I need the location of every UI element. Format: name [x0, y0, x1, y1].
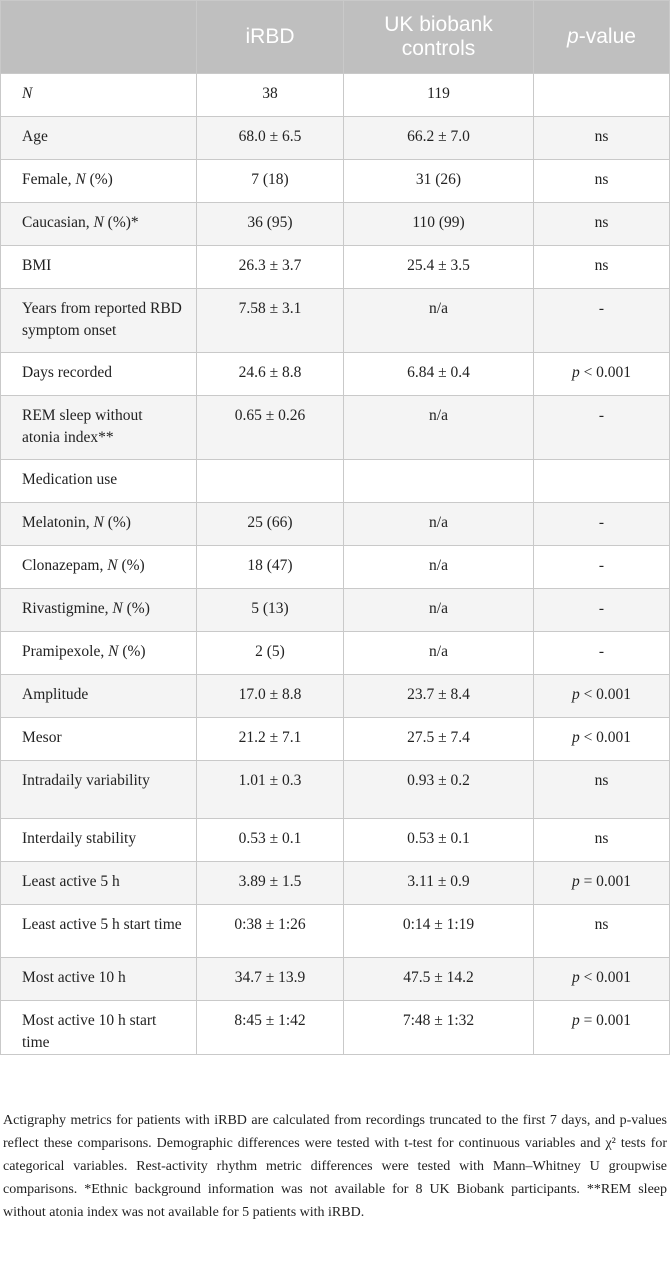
p-value-part: p — [571, 729, 580, 746]
controls-value: 110 (99) — [344, 203, 534, 246]
row-label-text: Days recorded — [22, 364, 112, 381]
row-label — [1, 1001, 197, 1055]
header-irbd: iRBD — [197, 1, 344, 74]
p-value: ns — [534, 905, 670, 958]
p-value-part: < 0.001 — [579, 969, 632, 986]
table-row — [1, 503, 670, 546]
controls-value: 47.5 ± 14.2 — [344, 958, 534, 1001]
row-label-part: (%) — [122, 600, 150, 617]
table-row — [1, 246, 670, 289]
controls-value: n/a — [344, 589, 534, 632]
table-row — [1, 460, 670, 503]
p-value: - — [534, 546, 670, 589]
controls-value: 6.84 ± 0.4 — [344, 353, 534, 396]
controls-value: 3.11 ± 0.9 — [344, 862, 534, 905]
irbd-value: 0:38 ± 1:26 — [197, 905, 344, 958]
irbd-value: 25 (66) — [197, 503, 344, 546]
irbd-value: 7 (18) — [197, 160, 344, 203]
row-label — [1, 117, 197, 160]
header-pvalue-label: p-value — [567, 25, 636, 48]
table-row — [1, 589, 670, 632]
irbd-value: 36 (95) — [197, 203, 344, 246]
controls-value: 0:14 ± 1:19 — [344, 905, 534, 958]
row-label — [1, 958, 197, 1001]
p-value-part: p — [571, 686, 580, 703]
controls-value: n/a — [344, 289, 534, 353]
row-label-part: N — [112, 600, 123, 617]
irbd-value: 34.7 ± 13.9 — [197, 958, 344, 1001]
p-value — [534, 1001, 670, 1055]
controls-value: 119 — [344, 74, 534, 117]
irbd-value: 0.53 ± 0.1 — [197, 819, 344, 862]
table-row — [1, 718, 670, 761]
row-label — [1, 353, 197, 396]
irbd-value: 0.65 ± 0.26 — [197, 396, 344, 460]
irbd-value: 7.58 ± 3.1 — [197, 289, 344, 353]
header-pvalue-p: p — [567, 25, 579, 48]
row-label — [1, 460, 197, 503]
row-label-text: Years from reported RBD symptom onset — [22, 300, 182, 339]
irbd-value: 21.2 ± 7.1 — [197, 718, 344, 761]
row-label-part: N — [108, 643, 119, 660]
p-value-part: p — [571, 969, 580, 986]
row-label-part: Female, — [22, 171, 76, 188]
irbd-value — [197, 460, 344, 503]
row-label-text: Intradaily variability — [22, 772, 150, 789]
row-label-text: Age — [22, 128, 48, 145]
row-label-text: Most active 10 h start time — [22, 1012, 157, 1051]
row-label — [1, 74, 197, 117]
p-value-part: = 0.001 — [579, 1012, 632, 1029]
row-label-text: Mesor — [22, 729, 62, 746]
p-value: - — [534, 589, 670, 632]
row-label-part: N — [93, 214, 104, 231]
row-label-text: Medication use — [22, 471, 118, 488]
header-controls — [344, 1, 534, 74]
irbd-value: 5 (13) — [197, 589, 344, 632]
irbd-value: 38 — [197, 74, 344, 117]
header-controls-label: UK biobank controls — [384, 13, 493, 60]
table-row — [1, 862, 670, 905]
p-value — [534, 353, 670, 396]
controls-value: 66.2 ± 7.0 — [344, 117, 534, 160]
row-label-text: Most active 10 h — [22, 969, 126, 986]
table-row — [1, 203, 670, 246]
p-value-part: p — [571, 364, 580, 381]
p-value-part: < 0.001 — [579, 729, 632, 746]
row-label — [1, 289, 197, 353]
p-value: - — [534, 632, 670, 675]
row-label-part: Rivastigmine, — [22, 600, 113, 617]
table-row — [1, 546, 670, 589]
row-label-part: (%) — [103, 514, 131, 531]
row-label-part: (%)* — [103, 214, 139, 231]
row-label-part: (%) — [118, 643, 146, 660]
row-label — [1, 546, 197, 589]
p-value: - — [534, 289, 670, 353]
controls-value: 0.53 ± 0.1 — [344, 819, 534, 862]
controls-value: n/a — [344, 632, 534, 675]
p-value — [534, 675, 670, 718]
row-label-part: N — [93, 514, 104, 531]
row-label-text: N — [22, 85, 33, 102]
controls-value: 27.5 ± 7.4 — [344, 718, 534, 761]
table-row — [1, 289, 670, 353]
row-label-part: N — [75, 171, 86, 188]
header-pvalue — [534, 1, 670, 74]
controls-value: n/a — [344, 396, 534, 460]
row-label — [1, 761, 197, 819]
controls-value: 23.7 ± 8.4 — [344, 675, 534, 718]
p-value-part: p — [571, 1012, 580, 1029]
controls-value: n/a — [344, 546, 534, 589]
table-row — [1, 1001, 670, 1055]
row-label-text: Interdaily stability — [22, 830, 137, 847]
irbd-value: 18 (47) — [197, 546, 344, 589]
p-value — [534, 862, 670, 905]
p-value — [534, 74, 670, 117]
controls-value: 7:48 ± 1:32 — [344, 1001, 534, 1055]
row-label — [1, 675, 197, 718]
p-value-part: < 0.001 — [579, 686, 632, 703]
irbd-value: 1.01 ± 0.3 — [197, 761, 344, 819]
controls-value: 0.93 ± 0.2 — [344, 761, 534, 819]
row-label-part: Pramipexole, — [22, 643, 109, 660]
irbd-value: 17.0 ± 8.8 — [197, 675, 344, 718]
row-label-part: (%) — [85, 171, 113, 188]
row-label — [1, 905, 197, 958]
row-label — [1, 862, 197, 905]
p-value: ns — [534, 761, 670, 819]
table-row — [1, 632, 670, 675]
irbd-value: 8:45 ± 1:42 — [197, 1001, 344, 1055]
p-value-part: = 0.001 — [579, 873, 632, 890]
table-row — [1, 761, 670, 819]
table-row — [1, 74, 670, 117]
row-label — [1, 589, 197, 632]
p-value: ns — [534, 117, 670, 160]
table-header-row — [1, 1, 670, 74]
row-label — [1, 718, 197, 761]
row-label-part: N — [107, 557, 118, 574]
p-value-part: p — [571, 873, 580, 890]
p-value — [534, 718, 670, 761]
row-label — [1, 819, 197, 862]
row-label — [1, 203, 197, 246]
row-label — [1, 396, 197, 460]
table-footnote: Actigraphy metrics for patients with iRBD are calculated from recordings truncated to the first 7 days, and p-values reflect these comparisons. Demographic differences were tested with t-test for continuous variables and χ² tests for categorical variables. Rest-activity rhythm metric differences were tested with Mann–Whitney U groupwise comparisons. *Ethnic background information was not available for 8 UK Biobank participants. **REM sleep without atonia index was not available for 5 patients with iRBD. — [3, 1113, 667, 1220]
p-value: ns — [534, 160, 670, 203]
row-label-text: Least active 5 h start time — [22, 916, 182, 933]
irbd-value: 2 (5) — [197, 632, 344, 675]
table-row — [1, 958, 670, 1001]
p-value — [534, 460, 670, 503]
row-label — [1, 160, 197, 203]
irbd-value: 24.6 ± 8.8 — [197, 353, 344, 396]
p-value: ns — [534, 246, 670, 289]
table-row — [1, 905, 670, 958]
row-label-part: Caucasian, — [22, 214, 94, 231]
p-value: - — [534, 396, 670, 460]
row-label-part: Melatonin, — [22, 514, 94, 531]
row-label-part: (%) — [117, 557, 145, 574]
row-label-text: REM sleep without atonia index** — [22, 407, 143, 446]
irbd-value: 3.89 ± 1.5 — [197, 862, 344, 905]
irbd-value: 26.3 ± 3.7 — [197, 246, 344, 289]
table-row — [1, 160, 670, 203]
table-row — [1, 117, 670, 160]
controls-value: n/a — [344, 503, 534, 546]
row-label-text: Least active 5 h — [22, 873, 120, 890]
table-row — [1, 819, 670, 862]
row-label — [1, 246, 197, 289]
table-row — [1, 353, 670, 396]
row-label-text: BMI — [22, 257, 52, 274]
irbd-value: 68.0 ± 6.5 — [197, 117, 344, 160]
header-empty — [1, 1, 197, 74]
controls-value — [344, 460, 534, 503]
row-label-part: Clonazepam, — [22, 557, 108, 574]
p-value-part: < 0.001 — [579, 364, 632, 381]
p-value — [534, 958, 670, 1001]
row-label-text: Amplitude — [22, 686, 89, 703]
table-row — [1, 675, 670, 718]
table-row — [1, 396, 670, 460]
p-value: ns — [534, 819, 670, 862]
row-label — [1, 503, 197, 546]
p-value: ns — [534, 203, 670, 246]
controls-value: 25.4 ± 3.5 — [344, 246, 534, 289]
row-label — [1, 632, 197, 675]
controls-value: 31 (26) — [344, 160, 534, 203]
p-value: - — [534, 503, 670, 546]
